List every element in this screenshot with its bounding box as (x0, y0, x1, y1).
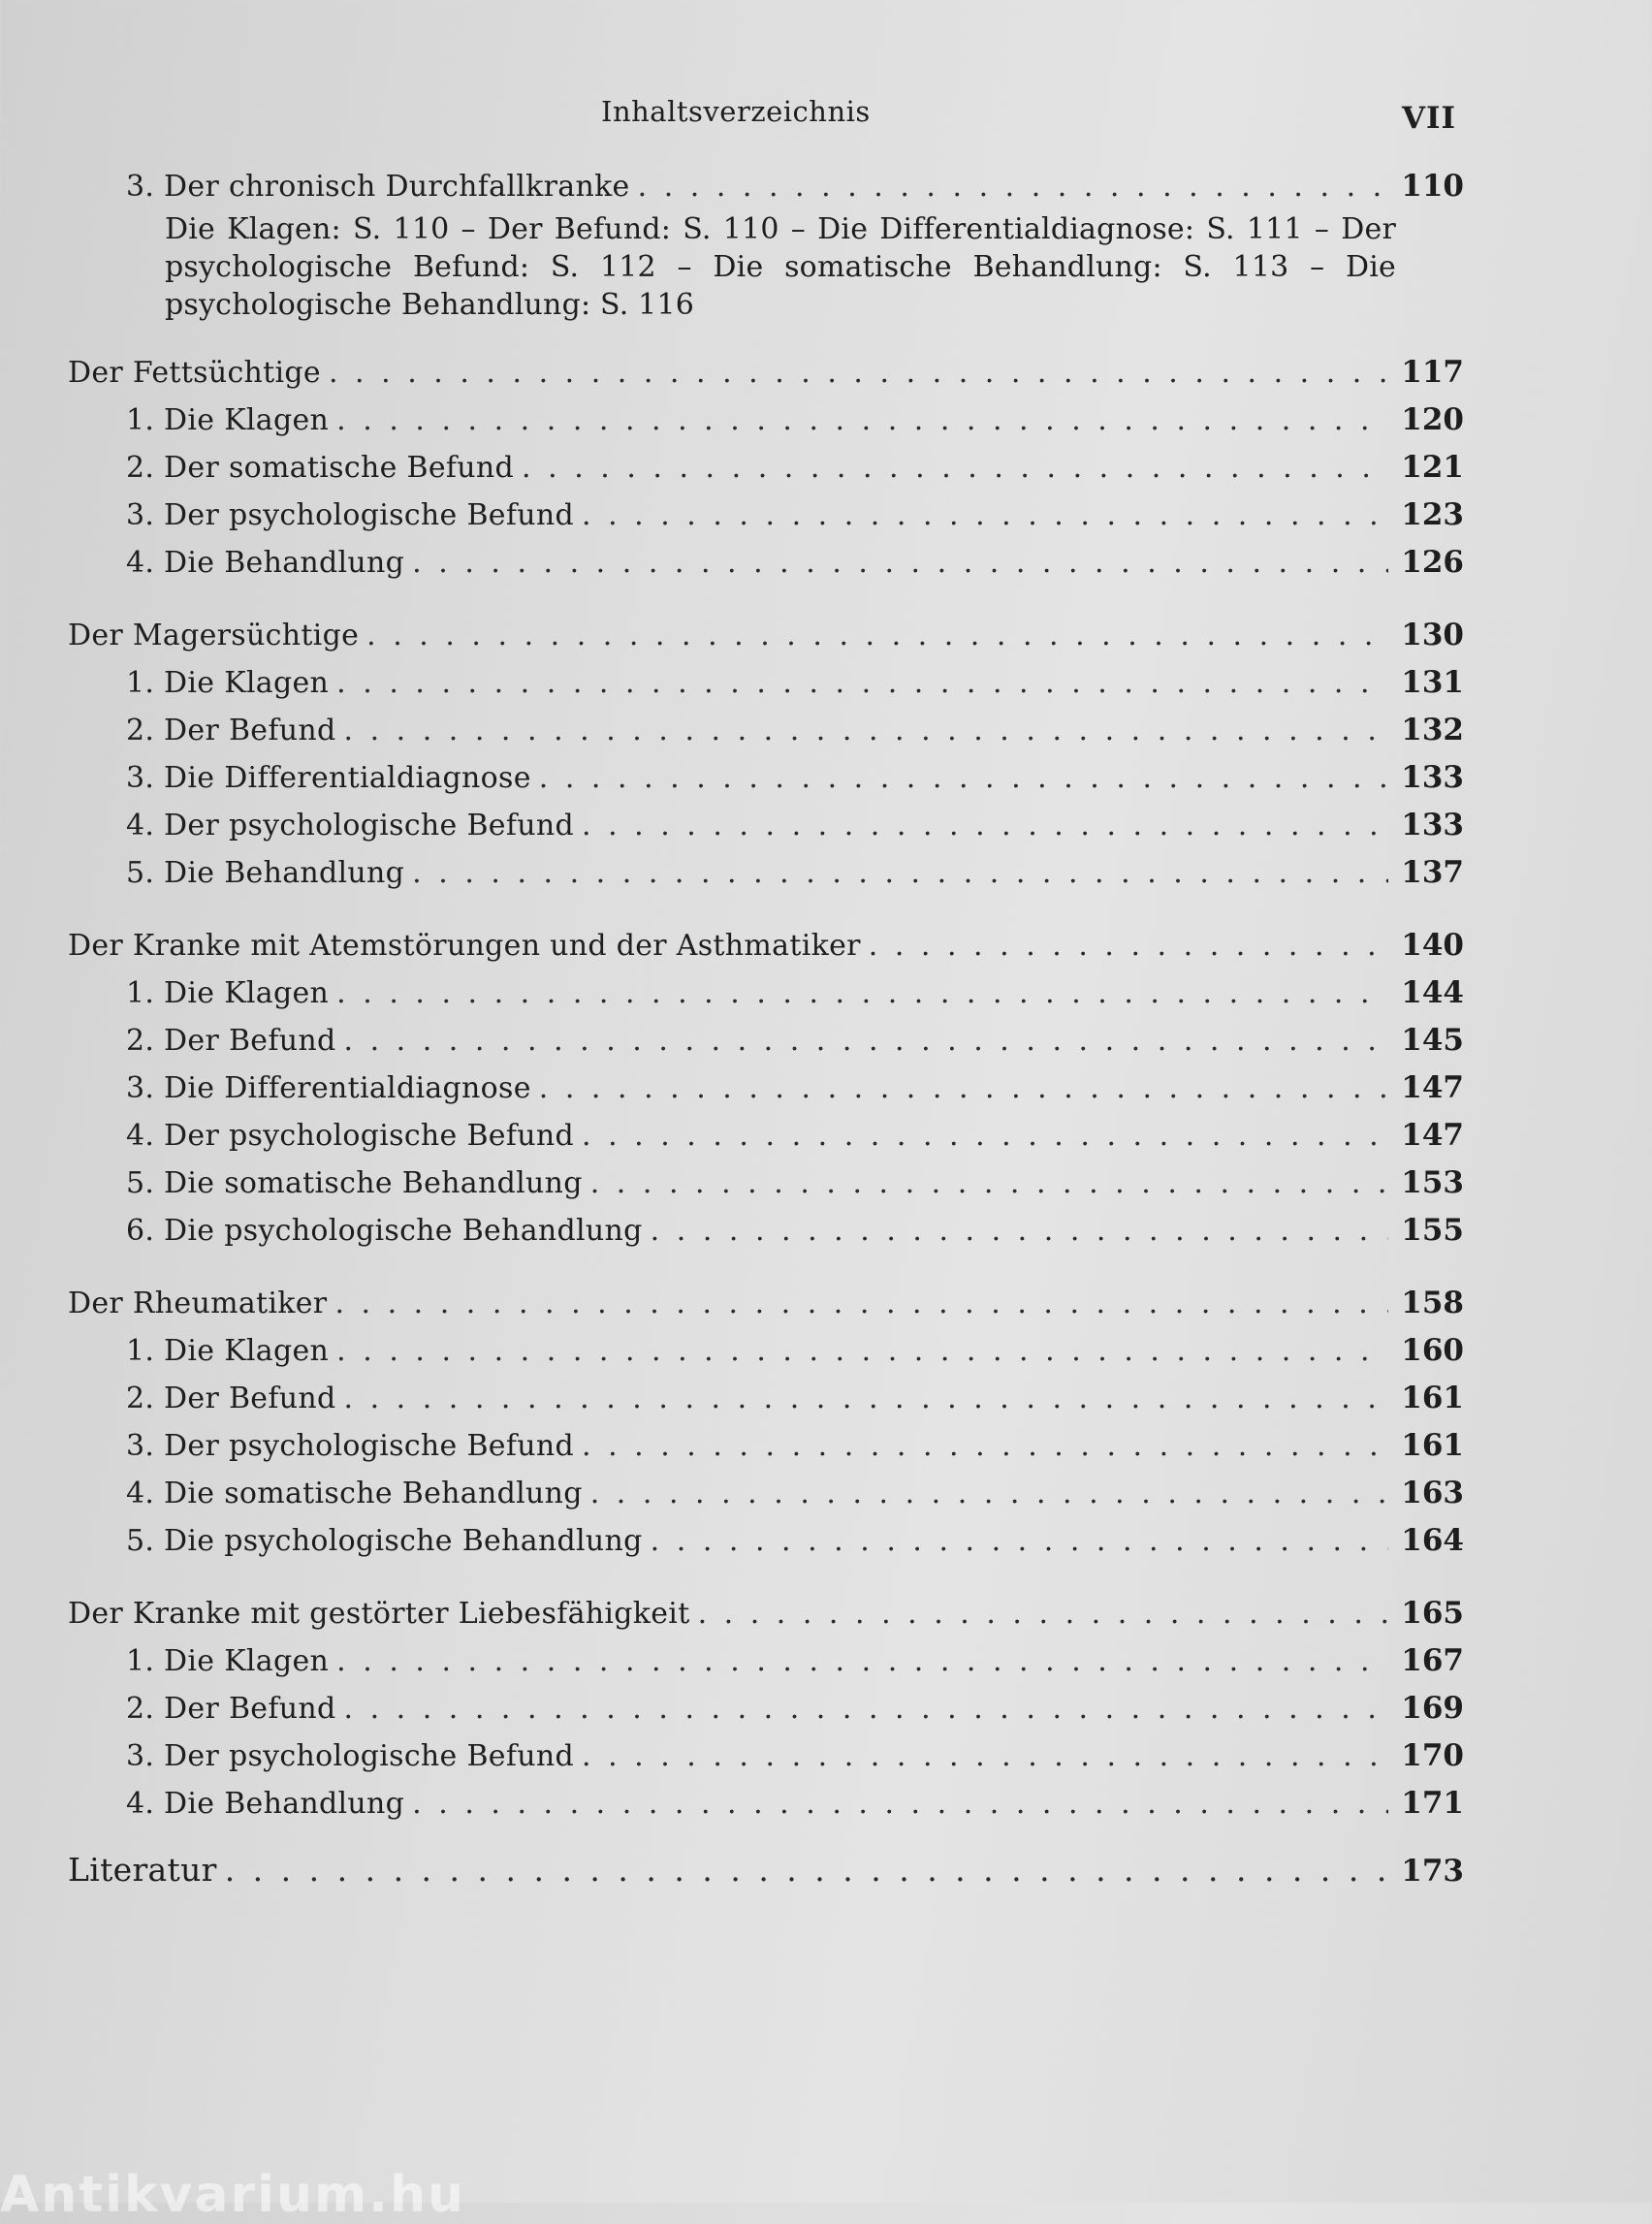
toc-entry (68, 163, 1464, 210)
toc-entry-page: 133 (1401, 760, 1464, 795)
leader-dots (336, 1328, 1388, 1375)
toc-entry (68, 1685, 1464, 1732)
leader-dots (638, 164, 1388, 210)
toc-entry-page: 161 (1401, 1381, 1464, 1415)
toc-entry-label: Der Rheumatiker (68, 1287, 328, 1320)
toc-entry-label: 2. Der Befund (126, 1692, 336, 1726)
leader-dots (225, 1847, 1388, 1893)
running-head-title: Inhaltsverzeichnis (601, 95, 871, 128)
leader-dots (539, 1065, 1388, 1112)
toc-entry-label: 1. Die Klagen (126, 403, 330, 437)
toc-section-heading (68, 349, 1464, 397)
toc-entry-label: 5. Die somatische Behandlung (126, 1166, 583, 1200)
toc-entry-label: 1. Die Klagen (126, 976, 330, 1010)
toc-sections (68, 349, 1464, 1827)
leader-dots (344, 1376, 1389, 1422)
toc-entry-page: 140 (1401, 928, 1464, 963)
leader-dots (412, 540, 1388, 587)
leader-dots (329, 350, 1388, 397)
leader-dots (582, 1113, 1388, 1160)
toc-entry-label: Literatur (68, 1851, 217, 1889)
detail-item: Die Klagen: S. 110 (165, 212, 450, 246)
toc-section-heading (68, 922, 1464, 969)
toc-entry-label: 3. Der psychologische Befund (126, 498, 574, 532)
leader-dots (582, 1423, 1388, 1470)
toc-entry-page: 163 (1401, 1476, 1464, 1510)
toc-entry (68, 1017, 1464, 1064)
toc-entry-page: 145 (1401, 1023, 1464, 1058)
toc-entry-label: Der Kranke mit Atemstörungen und der Asthmatiker (68, 929, 861, 963)
leader-dots (336, 970, 1388, 1017)
toc-entry (68, 1160, 1464, 1207)
toc-entry-page: 123 (1401, 497, 1464, 532)
leader-dots (336, 660, 1388, 707)
toc-entry-label: 3. Die Differentialdiagnose (126, 761, 531, 795)
toc-entry-page: 153 (1401, 1165, 1464, 1200)
toc-entry-label: 3. Der psychologische Befund (126, 1429, 574, 1463)
toc-entry-label: 4. Der psychologische Befund (126, 1119, 574, 1153)
toc-entry-label: 1. Die Klagen (126, 666, 330, 700)
leader-dots (522, 445, 1388, 492)
leader-dots (651, 1518, 1388, 1565)
toc-section-heading (68, 1280, 1464, 1327)
toc-entry (68, 1637, 1464, 1685)
toc-entry-label: 6. Die psychologische Behandlung (126, 1214, 643, 1248)
leader-dots (412, 1781, 1388, 1827)
toc-entry-label: 2. Der Befund (126, 1024, 336, 1058)
leader-dots (582, 803, 1388, 849)
toc-entry (68, 707, 1464, 754)
toc-entry-page: 147 (1401, 1070, 1464, 1105)
toc-entry (68, 754, 1464, 802)
leader-dots (344, 1018, 1389, 1064)
leader-dots (590, 1160, 1388, 1207)
toc-entry-page: 171 (1401, 1786, 1464, 1821)
toc-entry-page: 131 (1401, 665, 1464, 700)
toc-entry-page: 155 (1401, 1213, 1464, 1248)
leader-dots (590, 1471, 1388, 1517)
detail-item: Der psychologische Befund: S. 112 (165, 212, 1396, 284)
toc-entry-label: 4. Der psychologische Befund (126, 809, 574, 842)
toc-entry-page: 167 (1401, 1643, 1464, 1678)
toc-entry-label: Der Magersüchtige (68, 619, 360, 652)
toc-entry-label: 2. Der Befund (126, 1382, 336, 1415)
toc-entry-label: 4. Die Behandlung (126, 546, 405, 580)
toc-entry (68, 397, 1464, 444)
toc-entry (68, 1517, 1464, 1565)
toc-entry (68, 1732, 1464, 1780)
toc-entry (68, 444, 1464, 492)
toc-entry (68, 1422, 1464, 1470)
toc-entry-page: 120 (1401, 402, 1464, 437)
toc-entry (68, 1207, 1464, 1255)
toc-entry-page: 147 (1401, 1118, 1464, 1153)
leader-dots (869, 923, 1388, 969)
toc-entry-label: 5. Die Behandlung (126, 856, 405, 890)
toc-entry-label: 2. Der Befund (126, 714, 336, 747)
toc-entry (68, 1780, 1464, 1827)
toc-entry-page: 165 (1401, 1596, 1464, 1631)
toc-entry-page: 170 (1401, 1738, 1464, 1773)
toc-entry-label: Der Fettsüchtige (68, 356, 321, 390)
toc-entry (68, 969, 1464, 1017)
toc-entry (68, 1112, 1464, 1160)
leader-dots (344, 708, 1389, 754)
leader-dots (412, 850, 1388, 897)
leader-dots (334, 1281, 1388, 1327)
leader-dots (336, 397, 1388, 444)
toc-entry-page: 132 (1401, 713, 1464, 747)
page-number: VII (1402, 101, 1457, 136)
toc-entry (68, 1470, 1464, 1517)
toc-entry-page: 110 (1401, 169, 1464, 204)
toc-entry-literature (68, 1847, 1464, 1894)
watermark-logo: Antikvarium.hu (0, 2166, 465, 2224)
toc-entry-label: 4. Die somatische Behandlung (126, 1477, 583, 1510)
toc-entry (68, 539, 1464, 587)
toc-entry (68, 802, 1464, 849)
toc-entry-page: 117 (1401, 355, 1464, 390)
toc-entry-page: 169 (1401, 1691, 1464, 1726)
toc-entry-label: 3. Die Differentialdiagnose (126, 1071, 531, 1105)
leader-dots (698, 1591, 1388, 1637)
toc-entry (68, 659, 1464, 707)
toc-entry-label: 3. Der psychologische Befund (126, 1739, 574, 1773)
toc-entry-label: 3. Der chronisch Durchfallkranke (126, 170, 630, 204)
toc-entry-page: 137 (1401, 855, 1464, 890)
toc-entry-page: 158 (1401, 1286, 1464, 1320)
toc-entry (68, 492, 1464, 539)
toc-entry-label: 1. Die Klagen (126, 1334, 330, 1368)
toc-entry-label: Der Kranke mit gestörter Liebesfähigkeit (68, 1597, 690, 1631)
leader-dots (344, 1686, 1389, 1732)
toc-section-heading (68, 612, 1464, 659)
toc-entry-page: 161 (1401, 1428, 1464, 1463)
toc-entry-page: 173 (1401, 1854, 1464, 1889)
detail-item: Die Differentialdiagnose: S. 111 (817, 212, 1303, 246)
leader-dots (651, 1208, 1388, 1255)
toc-entry-label: 5. Die psychologische Behandlung (126, 1524, 643, 1558)
leader-dots (582, 1733, 1388, 1780)
table-of-contents (68, 163, 1464, 1894)
leader-dots (582, 492, 1388, 539)
toc-entry (68, 849, 1464, 897)
detail-item: Der Befund: S. 110 (487, 212, 779, 246)
toc-entry-page: 164 (1401, 1523, 1464, 1558)
leader-dots (539, 755, 1388, 802)
toc-section-heading (68, 1590, 1464, 1637)
toc-entry-label: 4. Die Behandlung (126, 1787, 405, 1821)
detail-item: Die somatische Behandlung: S. 113 (713, 250, 1289, 284)
toc-entry-label: 2. Der somatische Befund (126, 451, 515, 485)
toc-entry-page: 126 (1401, 545, 1464, 580)
toc-entry-details: Die Klagen: S. 110 – Der Befund: S. 110 – Die Differentialdiagnose: S. 111 – Der psychologische Befund: S. 112 – Die somatische Behandlung: S. 113 – Die psychologische Behandlung: S. 116 (165, 212, 1396, 322)
toc-entry-page: 144 (1401, 975, 1464, 1010)
toc-entry (68, 1375, 1464, 1422)
leader-dots (336, 1638, 1388, 1685)
toc-entry (68, 1064, 1464, 1112)
toc-entry-page: 130 (1401, 618, 1464, 652)
toc-entry-label: 1. Die Klagen (126, 1644, 330, 1678)
leader-dots (366, 613, 1388, 659)
toc-entry-page: 133 (1401, 808, 1464, 842)
toc-entry-page: 160 (1401, 1333, 1464, 1368)
toc-entry (68, 1327, 1464, 1375)
toc-entry-page: 121 (1401, 450, 1464, 485)
detail-item: Die psychologische Behandlung: S. 116 (165, 250, 1396, 322)
